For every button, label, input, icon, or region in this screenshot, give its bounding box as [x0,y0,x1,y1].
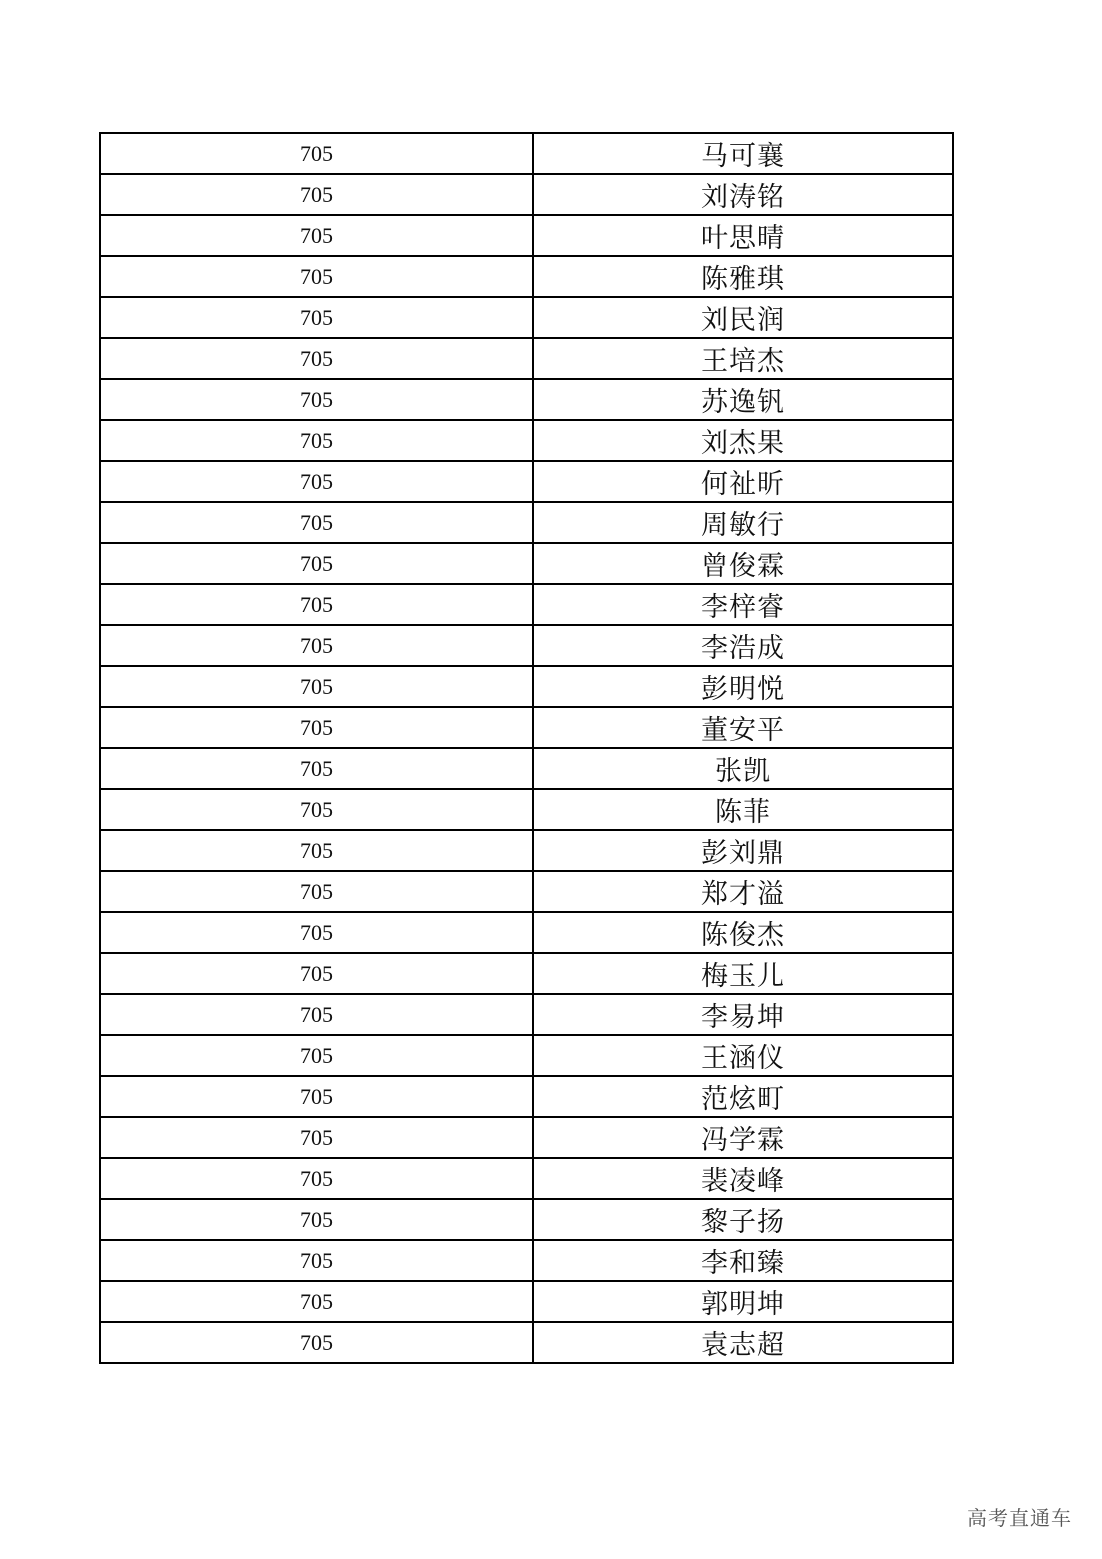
table-row [100,215,953,256]
score-cell: 705 [100,379,533,420]
name-cell: 陈菲 [533,789,953,830]
table-row [100,420,953,461]
table-row [100,1035,953,1076]
table-row [100,994,953,1035]
name-cell: 刘民润 [533,297,953,338]
name-cell: 李梓睿 [533,584,953,625]
score-cell: 705 [100,1117,533,1158]
table-row [100,584,953,625]
table-row [100,1199,953,1240]
table-row [100,502,953,543]
table-row [100,1117,953,1158]
name-cell: 苏逸钒 [533,379,953,420]
score-cell: 705 [100,830,533,871]
score-name-table [99,132,954,1364]
name-cell: 李和臻 [533,1240,953,1281]
score-cell: 705 [100,1240,533,1281]
name-cell: 李浩成 [533,625,953,666]
table-row [100,707,953,748]
table-row [100,912,953,953]
table-row [100,1281,953,1322]
score-cell: 705 [100,1281,533,1322]
table-row [100,379,953,420]
score-cell: 705 [100,748,533,789]
table-row [100,256,953,297]
score-cell: 705 [100,1322,533,1363]
score-cell: 705 [100,461,533,502]
name-cell: 裴凌峰 [533,1158,953,1199]
score-cell: 705 [100,994,533,1035]
table-row [100,666,953,707]
score-cell: 705 [100,789,533,830]
table-row [100,1322,953,1363]
name-cell: 刘涛铭 [533,174,953,215]
name-cell: 郭明坤 [533,1281,953,1322]
table-row [100,338,953,379]
score-cell: 705 [100,420,533,461]
score-cell: 705 [100,912,533,953]
score-cell: 705 [100,584,533,625]
name-cell: 冯学霖 [533,1117,953,1158]
table-row [100,830,953,871]
name-cell: 马可襄 [533,133,953,174]
name-cell: 彭刘鼎 [533,830,953,871]
table-row [100,625,953,666]
table-body [100,133,953,1363]
score-cell: 705 [100,1158,533,1199]
score-cell: 705 [100,297,533,338]
name-cell: 袁志超 [533,1322,953,1363]
score-cell: 705 [100,543,533,584]
score-cell: 705 [100,215,533,256]
name-cell: 范炫町 [533,1076,953,1117]
name-cell: 曾俊霖 [533,543,953,584]
name-cell: 叶思晴 [533,215,953,256]
score-cell: 705 [100,871,533,912]
table-row [100,871,953,912]
name-cell: 陈俊杰 [533,912,953,953]
score-cell: 705 [100,1076,533,1117]
table-row [100,133,953,174]
table-row [100,789,953,830]
score-cell: 705 [100,174,533,215]
name-cell: 张凯 [533,748,953,789]
table-row [100,1158,953,1199]
name-cell: 王涵仪 [533,1035,953,1076]
score-cell: 705 [100,502,533,543]
score-cell: 705 [100,133,533,174]
table-row [100,297,953,338]
table-row [100,543,953,584]
name-cell: 王培杰 [533,338,953,379]
name-cell: 李易坤 [533,994,953,1035]
name-cell: 董安平 [533,707,953,748]
score-cell: 705 [100,666,533,707]
table-row [100,748,953,789]
table-row [100,1076,953,1117]
name-cell: 陈雅琪 [533,256,953,297]
table-row [100,953,953,994]
score-cell: 705 [100,1035,533,1076]
score-cell: 705 [100,707,533,748]
table-row [100,174,953,215]
score-cell: 705 [100,338,533,379]
table-row [100,1240,953,1281]
name-cell: 刘杰果 [533,420,953,461]
score-cell: 705 [100,625,533,666]
score-cell: 705 [100,1199,533,1240]
watermark-text: 高考直通车 [967,1506,1072,1530]
name-cell: 周敏行 [533,502,953,543]
name-cell: 彭明悦 [533,666,953,707]
score-cell: 705 [100,256,533,297]
score-cell: 705 [100,953,533,994]
table-row [100,461,953,502]
name-cell: 何祉昕 [533,461,953,502]
name-cell: 郑才溢 [533,871,953,912]
name-cell: 梅玉儿 [533,953,953,994]
name-cell: 黎子扬 [533,1199,953,1240]
